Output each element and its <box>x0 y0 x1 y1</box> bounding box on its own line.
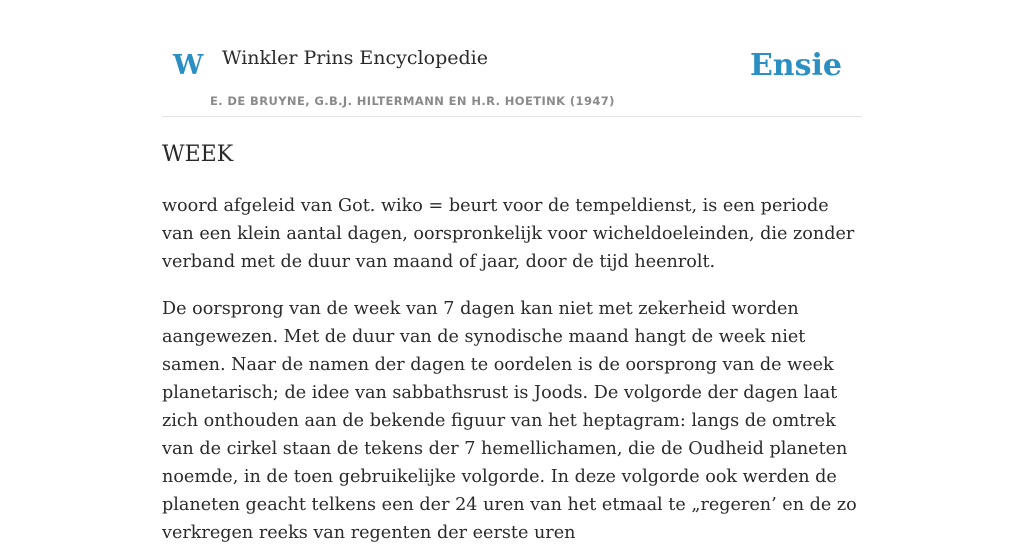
source-header <box>162 0 862 117</box>
source-authors: E. DE BRUYNE, G.B.J. HILTERMANN EN H.R. HOETINK (1947) <box>210 94 615 108</box>
encyclopedia-page <box>162 0 862 543</box>
source-logo[interactable]: W <box>173 50 204 81</box>
ensie-logo-link[interactable]: Ensie <box>749 48 842 83</box>
article-paragraph: woord afgeleid van Got. wiko = beurt voor de tempeldienst, is een periode van een klein aantal dagen, oorspronkelijk voor wicheldoeleinden, die zonder verband met de duur van maand of jaar, door de tijd heenrolt. <box>162 196 855 272</box>
source-title-link[interactable]: Winkler Prins Encyclopedie <box>222 47 488 69</box>
article-paragraph: De oorsprong van de week van 7 dagen kan niet met zekerheid worden aangewezen. Met de duur van de synodische maand hangt de week niet samen. Naar de namen der dagen te oordelen is de oorsprong van de week planetarisch; de idee van sabbathsrust is Joods. De volgorde der dagen laat zich onthouden aan de bekende figuur van het heptagram: langs de omtrek van de cirkel staan de tekens der 7 hemellichamen, die de Oudheid planeten noemde, in de toen gebruikelijke volgorde. In deze volgorde ook werden de planeten geacht telkens een der 24 uren van het etmaal te „regeren’ en de zo verkregen reeks van regenten der eerste uren <box>162 299 857 543</box>
entry-title: WEEK <box>162 142 234 167</box>
